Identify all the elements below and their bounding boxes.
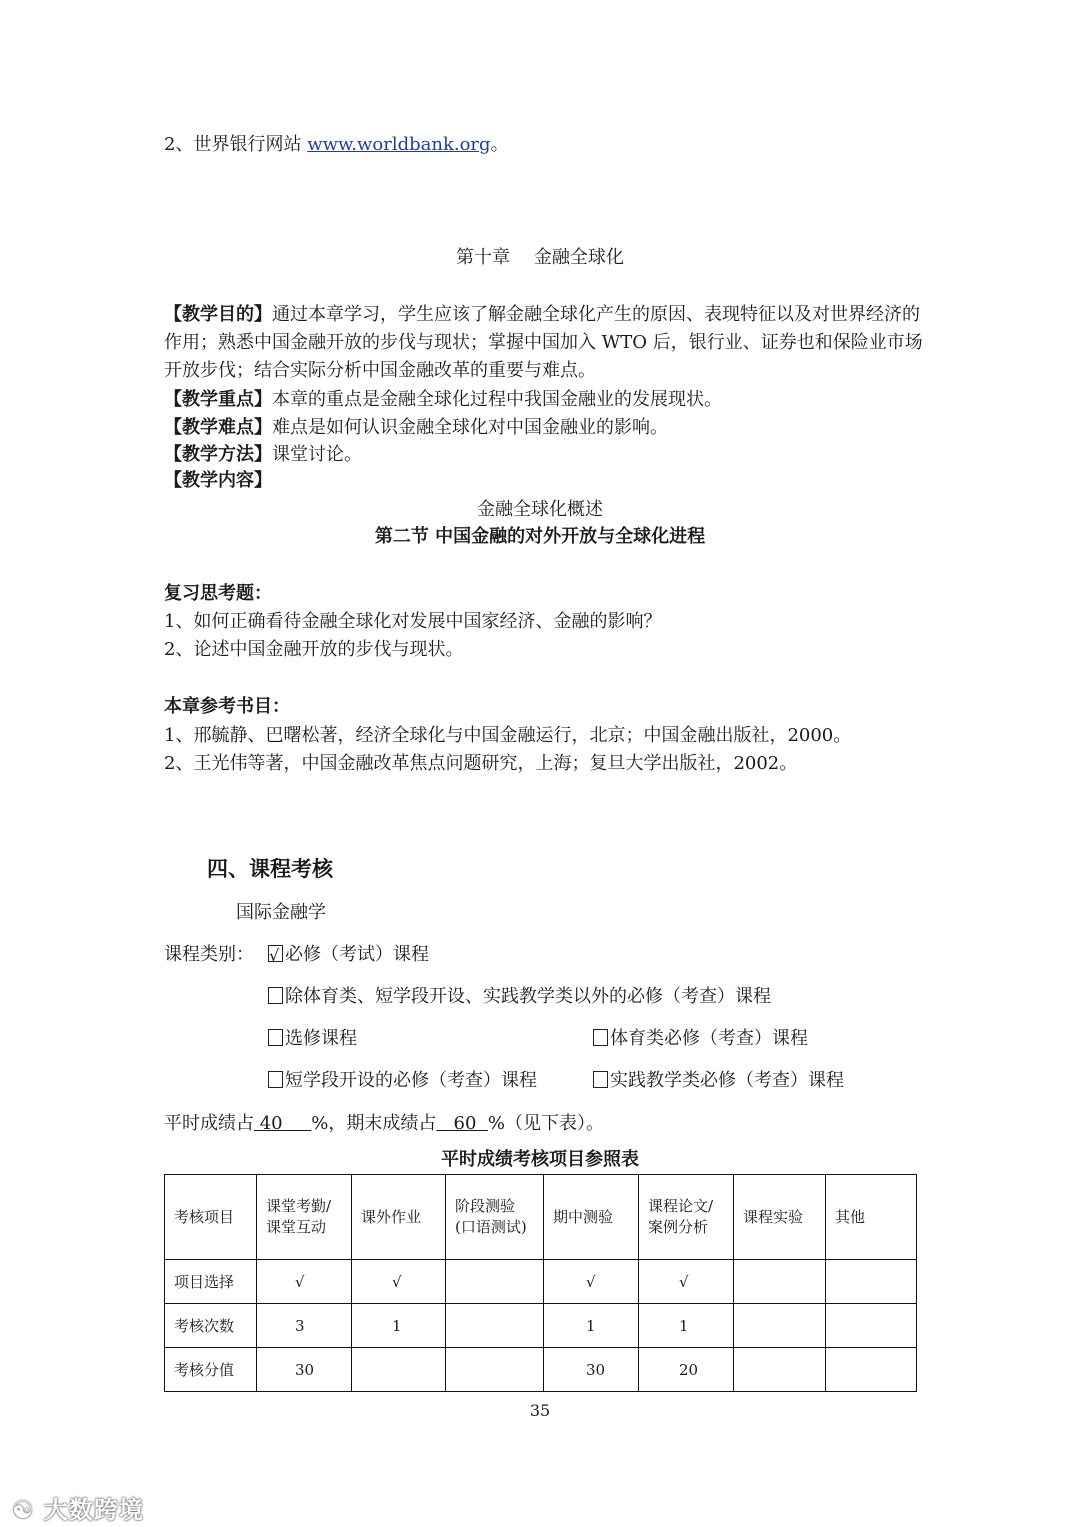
table-cell	[446, 1304, 544, 1348]
method-label: 【教学方法】	[164, 444, 272, 465]
difficulty-label: 【教学难点】	[164, 417, 272, 438]
teaching-goal-text: 通过本章学习，学生应该了解金融全球化产生的原因、表现特征以及对世界经济的作用；熟悉中国金融开放的步伐与现状；掌握中国加入 WTO 后，银行业、证券也和保险业市场开放步伐；结合实际分析中国金融改革的重要与难点。	[164, 304, 923, 381]
teaching-key-point	[164, 386, 722, 414]
table-cell	[352, 1348, 446, 1392]
page-number: 35	[529, 1401, 551, 1420]
logo-icon: ☯	[12, 1496, 35, 1524]
table-cell	[446, 1260, 544, 1304]
option-label: 选修课程	[285, 1028, 357, 1049]
teaching-content-label: 【教学内容】	[164, 470, 272, 491]
ratio-regular-value: 40	[259, 1113, 283, 1134]
review-heading: 复习思考题：	[164, 583, 272, 604]
option-label: 实践教学类必修（考查）课程	[610, 1070, 844, 1091]
option-label: 短学段开设的必修（考查）课程	[285, 1070, 537, 1091]
header-cell: 考核项目	[165, 1175, 257, 1260]
worldbank-link[interactable]: www.worldbank.org	[307, 134, 491, 155]
teaching-difficulty	[164, 414, 668, 442]
table-cell: 30	[544, 1348, 639, 1392]
key-point-label: 【教学重点】	[164, 389, 272, 410]
course-type-label: 课程类别：	[164, 944, 254, 965]
table-cell: √	[639, 1260, 734, 1304]
reference-item: 2、王光伟等著，中国金融改革焦点问题研究，上海；复旦大学出版社，2002。	[164, 753, 798, 774]
table-cell	[826, 1304, 917, 1348]
reference-prefix: 2、世界银行网站	[164, 134, 308, 155]
ratio-text: %，期末成绩占	[311, 1113, 437, 1134]
table-cell: 20	[639, 1348, 734, 1392]
table-cell: 考核分值	[165, 1348, 257, 1392]
option-label: 必修（考试）课程	[285, 944, 429, 965]
ratio-text: %（见下表）。	[487, 1113, 604, 1134]
table-cell: 1	[352, 1304, 446, 1348]
table-cell	[826, 1348, 917, 1392]
table-title: 平时成绩考核项目参照表	[441, 1149, 639, 1170]
teaching-goal	[164, 301, 924, 385]
table-cell: √	[352, 1260, 446, 1304]
table-cell: 项目选择	[165, 1260, 257, 1304]
header-cell: 课程论文/ 案例分析	[639, 1175, 734, 1260]
assessment-heading: 四、课程考核	[207, 856, 333, 881]
reference-item: 1、邢毓静、巴曙松著，经济全球化与中国金融运行，北京；中国金融出版社，2000。	[164, 725, 852, 746]
table-cell: √	[257, 1260, 352, 1304]
header-cell: 课堂考勤/ 课堂互动	[257, 1175, 352, 1260]
table-cell	[446, 1348, 544, 1392]
header-cell: 期中测验	[544, 1175, 639, 1260]
checkbox-empty-icon[interactable]	[268, 987, 283, 1004]
ratio-final-value: 60	[453, 1113, 477, 1134]
checkbox-empty-icon[interactable]	[268, 1071, 283, 1088]
checkbox-empty-icon[interactable]	[268, 1029, 283, 1046]
teaching-method	[164, 441, 362, 469]
header-cell: 其他	[826, 1175, 917, 1260]
table-header-row	[165, 1175, 917, 1260]
table-cell	[734, 1304, 826, 1348]
option-required-exam[interactable]	[268, 941, 429, 969]
review-item: 2、论述中国金融开放的步伐与现状。	[164, 639, 464, 660]
option-required-check[interactable]	[268, 983, 771, 1011]
reference-suffix: 。	[490, 134, 509, 155]
table-cell: 1	[544, 1304, 639, 1348]
grade-table	[164, 1174, 917, 1392]
table-cell	[734, 1348, 826, 1392]
checkbox-checked-icon[interactable]	[268, 945, 283, 962]
table-cell	[734, 1260, 826, 1304]
table-cell	[826, 1260, 917, 1304]
review-item: 1、如何正确看待金融全球化对发展中国家经济、金融的影响？	[164, 611, 662, 632]
option-label: 体育类必修（考查）课程	[610, 1028, 808, 1049]
references-heading: 本章参考书目：	[164, 696, 290, 717]
option-label: 除体育类、短学段开设、实践教学类以外的必修（考查）课程	[285, 986, 771, 1007]
table-cell: 1	[639, 1304, 734, 1348]
option-pe[interactable]	[593, 1025, 808, 1053]
course-name: 国际金融学	[236, 902, 326, 923]
chapter-title: 第十章 金融全球化	[456, 247, 624, 268]
header-cell: 课外作业	[352, 1175, 446, 1260]
table-cell: 考核次数	[165, 1304, 257, 1348]
difficulty-text: 难点是如何认识金融全球化对中国金融业的影响。	[272, 417, 668, 438]
checkbox-empty-icon[interactable]	[593, 1029, 608, 1046]
grade-ratio	[164, 1110, 604, 1138]
table-cell: 3	[257, 1304, 352, 1348]
section-heading: 第二节 中国金融的对外开放与全球化进程	[374, 526, 706, 547]
ratio-text: 平时成绩占	[164, 1113, 254, 1134]
header-cell: 阶段测验 (口语测试)	[446, 1175, 544, 1260]
reference-worldbank	[164, 131, 509, 159]
overview-heading: 金融全球化概述	[477, 499, 603, 520]
option-practice[interactable]	[593, 1067, 844, 1095]
teaching-goal-label: 【教学目的】	[164, 304, 272, 325]
table-cell: √	[544, 1260, 639, 1304]
table-cell: 30	[257, 1348, 352, 1392]
checkbox-empty-icon[interactable]	[593, 1071, 608, 1088]
table-row	[165, 1260, 917, 1304]
watermark-text: 大数跨境	[43, 1496, 144, 1524]
option-short-term[interactable]	[268, 1067, 537, 1095]
watermark-logo	[12, 1490, 144, 1525]
option-elective[interactable]	[268, 1025, 357, 1053]
key-point-text: 本章的重点是金融全球化过程中我国金融业的发展现状。	[272, 389, 722, 410]
header-cell: 课程实验	[734, 1175, 826, 1260]
method-text: 课堂讨论。	[272, 444, 362, 465]
table-row	[165, 1348, 917, 1392]
table-row	[165, 1304, 917, 1348]
